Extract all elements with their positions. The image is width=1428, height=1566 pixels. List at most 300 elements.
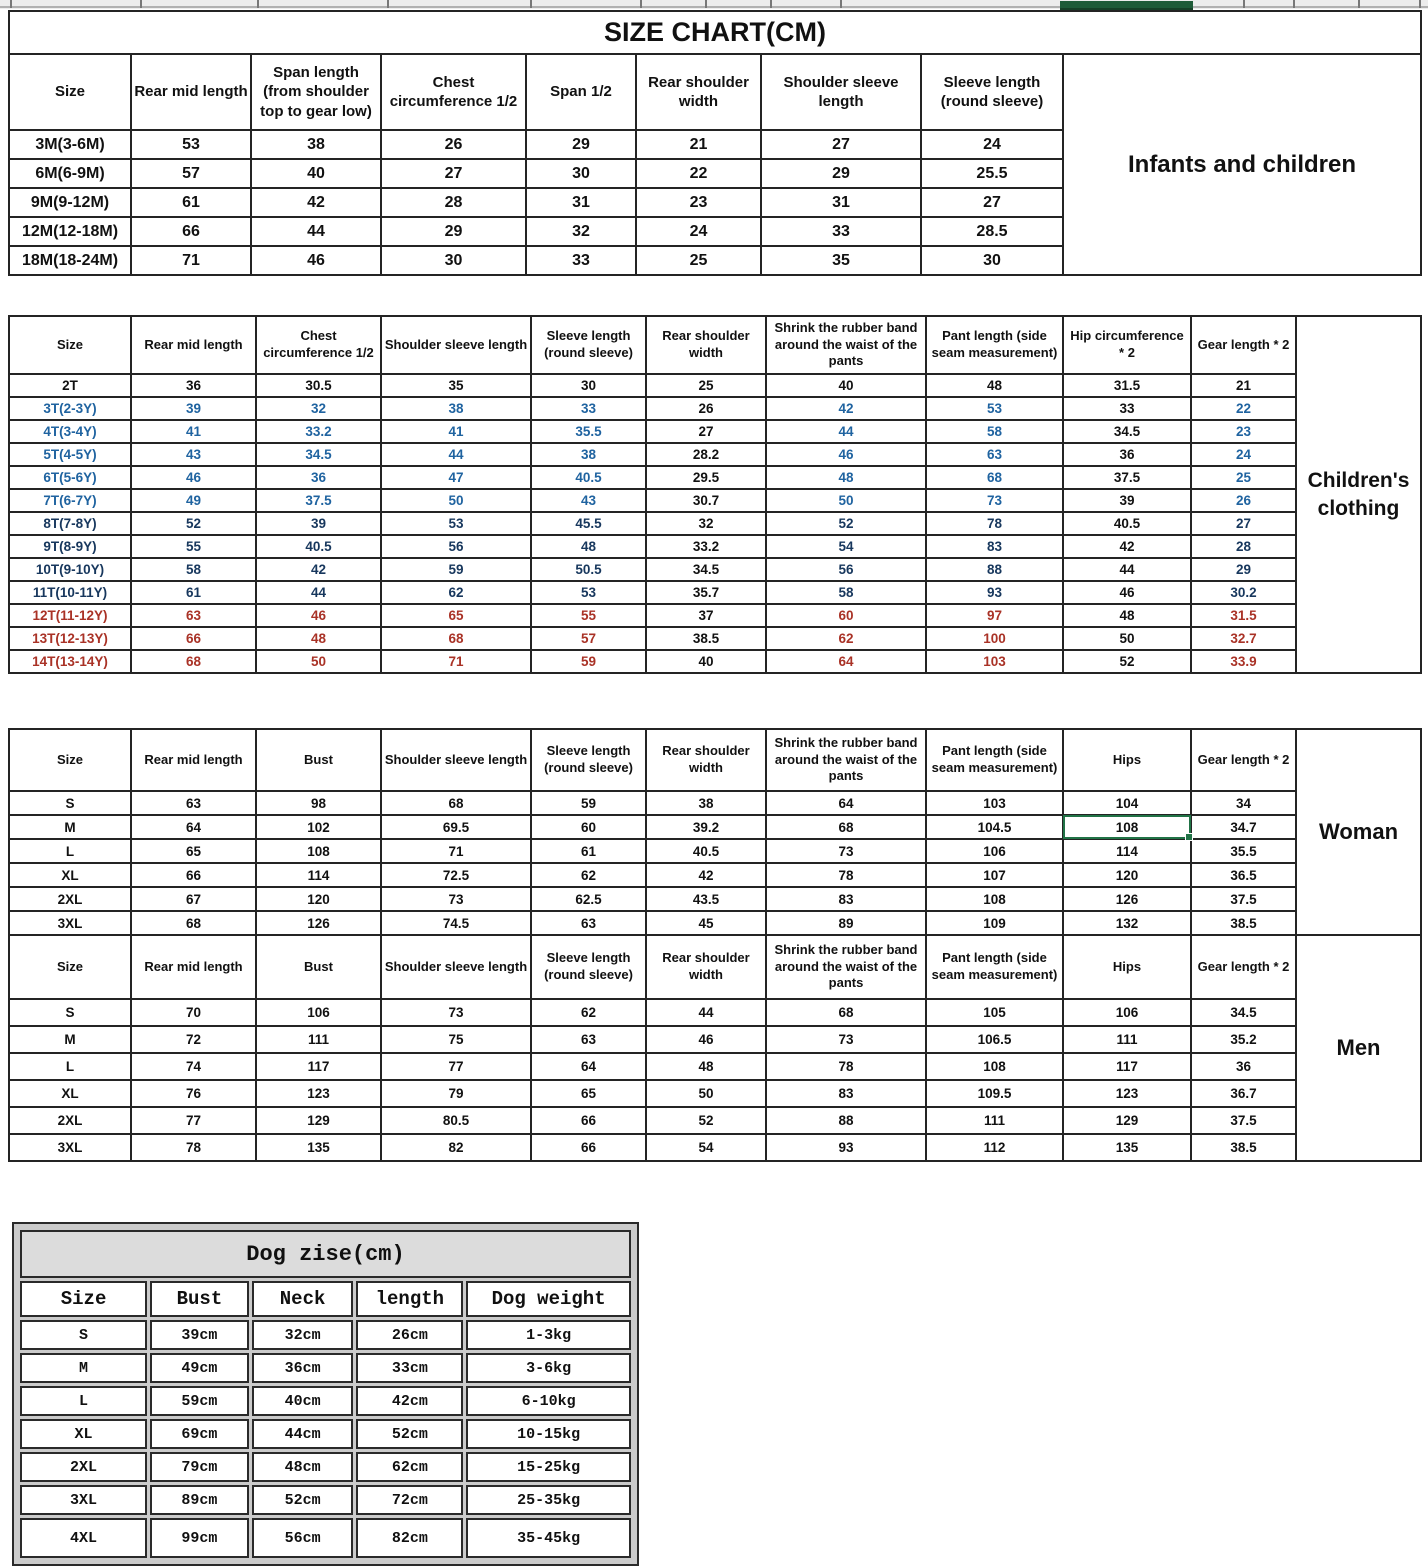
table-cell: 30.2: [1191, 581, 1296, 604]
table-cell: 114: [1063, 839, 1191, 863]
table-cell: 48: [926, 374, 1063, 397]
table-cell: 117: [1063, 1053, 1191, 1080]
side-label-men: Men: [1296, 935, 1421, 1161]
table-cell: 111: [256, 1026, 381, 1053]
table-cell: 74.5: [381, 911, 531, 935]
table-cell: 40.5: [256, 535, 381, 558]
table-cell: 33: [1063, 397, 1191, 420]
table-cell: 61: [131, 188, 251, 217]
table-cell: 33.2: [256, 420, 381, 443]
table-cell: 53: [381, 512, 531, 535]
table-cell: 4XL: [20, 1518, 147, 1558]
table-cell: 66: [131, 217, 251, 246]
table-cell: L: [20, 1386, 147, 1416]
column-header: Size: [9, 935, 131, 999]
table-cell: 64: [531, 1053, 646, 1080]
table-cell: 4T(3-4Y): [9, 420, 131, 443]
table-cell: 1-3kg: [466, 1320, 631, 1350]
table-cell: 27: [921, 188, 1063, 217]
table-cell: 88: [926, 558, 1063, 581]
table-cell: 65: [381, 604, 531, 627]
table-cell: 60: [531, 815, 646, 839]
table-cell: 27: [761, 130, 921, 159]
table-cell: 7T(6-7Y): [9, 489, 131, 512]
table-cell: 68: [381, 791, 531, 815]
table-cell: 62: [531, 863, 646, 887]
table-cell: 68: [766, 815, 926, 839]
column-tick: [530, 0, 532, 8]
table-cell: 15-25kg: [466, 1452, 631, 1482]
header-row: [9, 729, 1421, 791]
table-cell: 43: [131, 443, 256, 466]
column-header: Hips: [1063, 729, 1191, 791]
table-cell: 89: [766, 911, 926, 935]
table-cell: 30: [526, 159, 636, 188]
spreadsheet-column-strip: [0, 0, 1428, 9]
table-cell: 46: [1063, 581, 1191, 604]
table-row: [9, 627, 1421, 650]
table-cell: 89cm: [150, 1485, 249, 1515]
table-cell: 105: [926, 999, 1063, 1026]
table-cell: 68: [381, 627, 531, 650]
table-row: [20, 1353, 631, 1383]
table-cell: 39cm: [150, 1320, 249, 1350]
table-cell: 56: [766, 558, 926, 581]
column-tick: [10, 0, 12, 8]
table-cell: 35-45kg: [466, 1518, 631, 1558]
table-cell: 117: [256, 1053, 381, 1080]
column-header: Gear length * 2: [1191, 729, 1296, 791]
table-cell: 49cm: [150, 1353, 249, 1383]
column-header: Rear shoulder width: [636, 54, 761, 130]
table-cell: 45.5: [531, 512, 646, 535]
table-cell: XL: [9, 863, 131, 887]
table-cell: 3XL: [20, 1485, 147, 1515]
table-cell: 30: [531, 374, 646, 397]
table-cell: 33.2: [646, 535, 766, 558]
table-cell: 73: [381, 999, 531, 1026]
table-row: [20, 1518, 631, 1558]
side-label-infants: Infants and children: [1063, 54, 1421, 275]
column-header: Rear mid length: [131, 935, 256, 999]
table-cell: 72: [131, 1026, 256, 1053]
table-cell: 9M(9-12M): [9, 188, 131, 217]
children-table-block: [8, 315, 1422, 674]
table-cell: 34.5: [646, 558, 766, 581]
column-tick: [640, 0, 642, 8]
table-cell: 38: [381, 397, 531, 420]
table-cell: 120: [256, 887, 381, 911]
table-cell: 98: [256, 791, 381, 815]
table-cell: 28.2: [646, 443, 766, 466]
adults-table-block: [8, 728, 1422, 1162]
column-strip-line: [0, 6, 1428, 8]
table-cell: 48: [646, 1053, 766, 1080]
table-row: [20, 1320, 631, 1350]
table-cell: 28.5: [921, 217, 1063, 246]
column-header: Size: [20, 1281, 147, 1317]
table-cell: 47: [381, 466, 531, 489]
table-cell: 44cm: [252, 1419, 354, 1449]
children-size-table: [8, 315, 1422, 674]
table-cell: M: [20, 1353, 147, 1383]
table-cell: 31: [761, 188, 921, 217]
table-cell: 10-15kg: [466, 1419, 631, 1449]
table-row: [9, 1107, 1421, 1134]
column-tick: [770, 0, 772, 8]
table-cell: 36: [131, 374, 256, 397]
column-header: Sleeve length (round sleeve): [531, 316, 646, 374]
table-cell: 31: [526, 188, 636, 217]
table-cell: 50: [1063, 627, 1191, 650]
table-cell: 29: [381, 217, 526, 246]
table-cell: 42: [1063, 535, 1191, 558]
table-cell: 35.5: [1191, 839, 1296, 863]
column-header: Chest circumference 1/2: [256, 316, 381, 374]
table-cell: 2XL: [20, 1452, 147, 1482]
table-cell: 50.5: [531, 558, 646, 581]
table-cell: 108: [926, 887, 1063, 911]
side-label-children: Children's clothing: [1296, 316, 1421, 673]
table-cell: 38.5: [1191, 1134, 1296, 1161]
table-cell: 112: [926, 1134, 1063, 1161]
table-cell: M: [9, 1026, 131, 1053]
table-cell: 11T(10-11Y): [9, 581, 131, 604]
table-cell: 34.7: [1191, 815, 1296, 839]
table-cell: 22: [1191, 397, 1296, 420]
side-label-woman: Woman: [1296, 729, 1421, 935]
table-cell: 2XL: [9, 887, 131, 911]
table-cell: 46: [646, 1026, 766, 1053]
table-cell: 37.5: [1191, 887, 1296, 911]
column-header: Sleeve length (round sleeve): [531, 729, 646, 791]
table-cell: 2XL: [9, 1107, 131, 1134]
table-cell: 24: [921, 130, 1063, 159]
table-cell: 52: [766, 512, 926, 535]
column-tick: [1358, 0, 1360, 8]
table-cell: 65: [531, 1080, 646, 1107]
column-header: Shoulder sleeve length: [381, 316, 531, 374]
table-cell: 35: [381, 374, 531, 397]
table-cell: 37.5: [1191, 1107, 1296, 1134]
column-header: Shoulder sleeve length: [761, 54, 921, 130]
table-cell: 36.5: [1191, 863, 1296, 887]
column-header: Span 1/2: [526, 54, 636, 130]
table-cell: 54: [766, 535, 926, 558]
table-cell: 40cm: [252, 1386, 354, 1416]
table-cell: 53: [531, 581, 646, 604]
table-cell: 78: [766, 863, 926, 887]
column-header: Pant length (side seam measurement): [926, 316, 1063, 374]
table-cell: 23: [636, 188, 761, 217]
table-cell: 43: [531, 489, 646, 512]
table-cell: 106.5: [926, 1026, 1063, 1053]
table-cell: L: [9, 1053, 131, 1080]
table-cell: 76: [131, 1080, 256, 1107]
table-cell: 57: [531, 627, 646, 650]
column-header: Bust: [256, 729, 381, 791]
table-row: [9, 1053, 1421, 1080]
table-cell: 31.5: [1191, 604, 1296, 627]
table-cell: 68: [766, 999, 926, 1026]
table-cell: 44: [1063, 558, 1191, 581]
table-cell: 62: [531, 999, 646, 1026]
table-cell: 35.2: [1191, 1026, 1296, 1053]
table-cell: 44: [646, 999, 766, 1026]
column-header: Rear mid length: [131, 54, 251, 130]
table-cell: 33.9: [1191, 650, 1296, 673]
table-cell: 106: [1063, 999, 1191, 1026]
table-cell: 100: [926, 627, 1063, 650]
table-cell: 114: [256, 863, 381, 887]
table-cell: 64: [766, 791, 926, 815]
table-cell: 63: [531, 911, 646, 935]
table-cell: 120: [1063, 863, 1191, 887]
table-cell: 132: [1063, 911, 1191, 935]
table-cell: 54: [646, 1134, 766, 1161]
table-cell: 3-6kg: [466, 1353, 631, 1383]
column-header: Shrink the rubber band around the waist of the pants: [766, 316, 926, 374]
table-cell: 33: [761, 217, 921, 246]
column-header: Pant length (side seam measurement): [926, 729, 1063, 791]
table-cell: 6-10kg: [466, 1386, 631, 1416]
table-cell: 44: [256, 581, 381, 604]
table-cell: 102: [256, 815, 381, 839]
header-row: [20, 1281, 631, 1317]
table-cell: 28: [381, 188, 526, 217]
table-cell: 32: [256, 397, 381, 420]
table-cell: 93: [766, 1134, 926, 1161]
table-cell: 71: [381, 650, 531, 673]
table-cell: 30: [921, 246, 1063, 275]
column-tick: [705, 0, 707, 8]
table-cell: 37: [646, 604, 766, 627]
table-cell: 52cm: [252, 1485, 354, 1515]
table-cell: 70: [131, 999, 256, 1026]
table-row: [9, 420, 1421, 443]
table-cell: L: [9, 839, 131, 863]
table-cell: 64: [766, 650, 926, 673]
column-tick: [1293, 0, 1295, 8]
table-cell: 66: [531, 1134, 646, 1161]
column-header: Size: [9, 54, 131, 130]
table-row: [20, 1419, 631, 1449]
table-cell: 42: [766, 397, 926, 420]
table-cell: 56: [381, 535, 531, 558]
table-cell: 50: [256, 650, 381, 673]
table-cell: 35.5: [531, 420, 646, 443]
table-cell: 8T(7-8Y): [9, 512, 131, 535]
table-cell: 109: [926, 911, 1063, 935]
table-cell: 129: [256, 1107, 381, 1134]
table-cell: 97: [926, 604, 1063, 627]
table-cell: 107: [926, 863, 1063, 887]
table-cell: 48cm: [252, 1452, 354, 1482]
table-cell: 44: [766, 420, 926, 443]
table-cell: 6T(5-6Y): [9, 466, 131, 489]
column-header: Hips: [1063, 935, 1191, 999]
table-cell: 48: [531, 535, 646, 558]
table-cell: 52: [131, 512, 256, 535]
table-cell: 39: [256, 512, 381, 535]
table-cell: 2T: [9, 374, 131, 397]
table-cell: 77: [131, 1107, 256, 1134]
table-cell: 135: [1063, 1134, 1191, 1161]
table-cell: 63: [531, 1026, 646, 1053]
table-row: [9, 791, 1421, 815]
column-header: Size: [9, 729, 131, 791]
table-row: [9, 815, 1421, 839]
table-cell: 58: [926, 420, 1063, 443]
column-header: Gear length * 2: [1191, 316, 1296, 374]
table-cell: 78: [766, 1053, 926, 1080]
table-cell: 71: [381, 839, 531, 863]
table-cell: 10T(9-10Y): [9, 558, 131, 581]
woman-men-size-table: [8, 728, 1422, 1162]
table-cell: 41: [381, 420, 531, 443]
table-cell: 108: [926, 1053, 1063, 1080]
table-cell: 5T(4-5Y): [9, 443, 131, 466]
header-row: [9, 54, 1421, 130]
table-row: [9, 911, 1421, 935]
table-cell: 27: [381, 159, 526, 188]
table-cell: 25: [646, 374, 766, 397]
table-cell: 108: [256, 839, 381, 863]
table-cell: S: [20, 1320, 147, 1350]
column-tick: [257, 0, 259, 8]
table-cell: 43.5: [646, 887, 766, 911]
table-cell: 40.5: [646, 839, 766, 863]
column-header: Shrink the rubber band around the waist of the pants: [766, 729, 926, 791]
table-cell: 36cm: [252, 1353, 354, 1383]
table-cell: 78: [131, 1134, 256, 1161]
column-tick: [387, 0, 389, 8]
column-header: Rear mid length: [131, 316, 256, 374]
table-row: [20, 1485, 631, 1515]
column-header: Pant length (side seam measurement): [926, 935, 1063, 999]
table-cell: 26: [381, 130, 526, 159]
table-cell: 63: [131, 604, 256, 627]
table-row: [9, 581, 1421, 604]
table-cell: 52cm: [356, 1419, 463, 1449]
table-cell: 61: [531, 839, 646, 863]
table-cell: 42: [256, 558, 381, 581]
table-cell: 56cm: [252, 1518, 354, 1558]
table-cell: 123: [1063, 1080, 1191, 1107]
table-cell: 44: [381, 443, 531, 466]
table-cell: 80.5: [381, 1107, 531, 1134]
column-tick: [1243, 0, 1245, 8]
column-header: Chest circumference 1/2: [381, 54, 526, 130]
table-cell: 88: [766, 1107, 926, 1134]
table-cell: 42: [251, 188, 381, 217]
table-cell: 69cm: [150, 1419, 249, 1449]
table-cell: 106: [926, 839, 1063, 863]
size-chart-title: SIZE CHART(CM): [9, 11, 1421, 54]
table-cell: 30.5: [256, 374, 381, 397]
table-cell: 32cm: [252, 1320, 354, 1350]
table-cell: 32.7: [1191, 627, 1296, 650]
table-cell: 45: [646, 911, 766, 935]
table-cell: 135: [256, 1134, 381, 1161]
table-cell: 21: [636, 130, 761, 159]
table-cell: 21: [1191, 374, 1296, 397]
table-cell: 83: [926, 535, 1063, 558]
column-header: Shoulder sleeve length: [381, 729, 531, 791]
table-cell: 3M(3-6M): [9, 130, 131, 159]
column-tick: [1419, 0, 1421, 8]
table-cell: 9T(8-9Y): [9, 535, 131, 558]
table-cell: 68: [131, 650, 256, 673]
table-cell: 27: [1191, 512, 1296, 535]
column-header: Shoulder sleeve length: [381, 935, 531, 999]
table-row: [9, 489, 1421, 512]
column-header: Size: [9, 316, 131, 374]
table-cell: 3XL: [9, 911, 131, 935]
table-cell: 126: [256, 911, 381, 935]
table-cell: 64: [131, 815, 256, 839]
table-cell: 72.5: [381, 863, 531, 887]
table-cell: 50: [381, 489, 531, 512]
table-cell: 34: [1191, 791, 1296, 815]
table-row: [9, 887, 1421, 911]
table-cell: 62: [381, 581, 531, 604]
table-cell: 35: [761, 246, 921, 275]
table-cell: 30.7: [646, 489, 766, 512]
table-cell: 103: [926, 791, 1063, 815]
table-cell: 30: [381, 246, 526, 275]
table-cell: 27: [646, 420, 766, 443]
table-row: [9, 839, 1421, 863]
table-cell: 83: [766, 1080, 926, 1107]
table-cell: 36: [1191, 1053, 1296, 1080]
table-cell: 33: [531, 397, 646, 420]
table-cell: 42: [646, 863, 766, 887]
table-cell: 58: [766, 581, 926, 604]
table-cell: 63: [131, 791, 256, 815]
table-cell: 123: [256, 1080, 381, 1107]
table-cell: 111: [1063, 1026, 1191, 1053]
table-cell: 39: [1063, 489, 1191, 512]
selected-cell: 108: [1063, 815, 1191, 839]
table-cell: S: [9, 999, 131, 1026]
table-cell: 82cm: [356, 1518, 463, 1558]
column-header: Gear length * 2: [1191, 935, 1296, 999]
table-cell: 3XL: [9, 1134, 131, 1161]
table-cell: 111: [926, 1107, 1063, 1134]
table-cell: 32: [646, 512, 766, 535]
table-cell: 71: [131, 246, 251, 275]
table-cell: 25: [636, 246, 761, 275]
table-cell: 129: [1063, 1107, 1191, 1134]
table-cell: 34.5: [1191, 999, 1296, 1026]
column-header: Bust: [150, 1281, 249, 1317]
table-cell: 48: [766, 466, 926, 489]
column-tick: [140, 0, 142, 8]
table-row: [9, 1080, 1421, 1107]
column-header: Rear mid length: [131, 729, 256, 791]
table-cell: 35.7: [646, 581, 766, 604]
column-header: Sleeve length (round sleeve): [531, 935, 646, 999]
table-cell: 46: [131, 466, 256, 489]
table-cell: 104: [1063, 791, 1191, 815]
column-header: Sleeve length (round sleeve): [921, 54, 1063, 130]
dog-size-table: [17, 1227, 634, 1561]
table-cell: 99cm: [150, 1518, 249, 1558]
column-header: Rear shoulder width: [646, 316, 766, 374]
table-cell: 66: [131, 863, 256, 887]
table-cell: 34.5: [256, 443, 381, 466]
